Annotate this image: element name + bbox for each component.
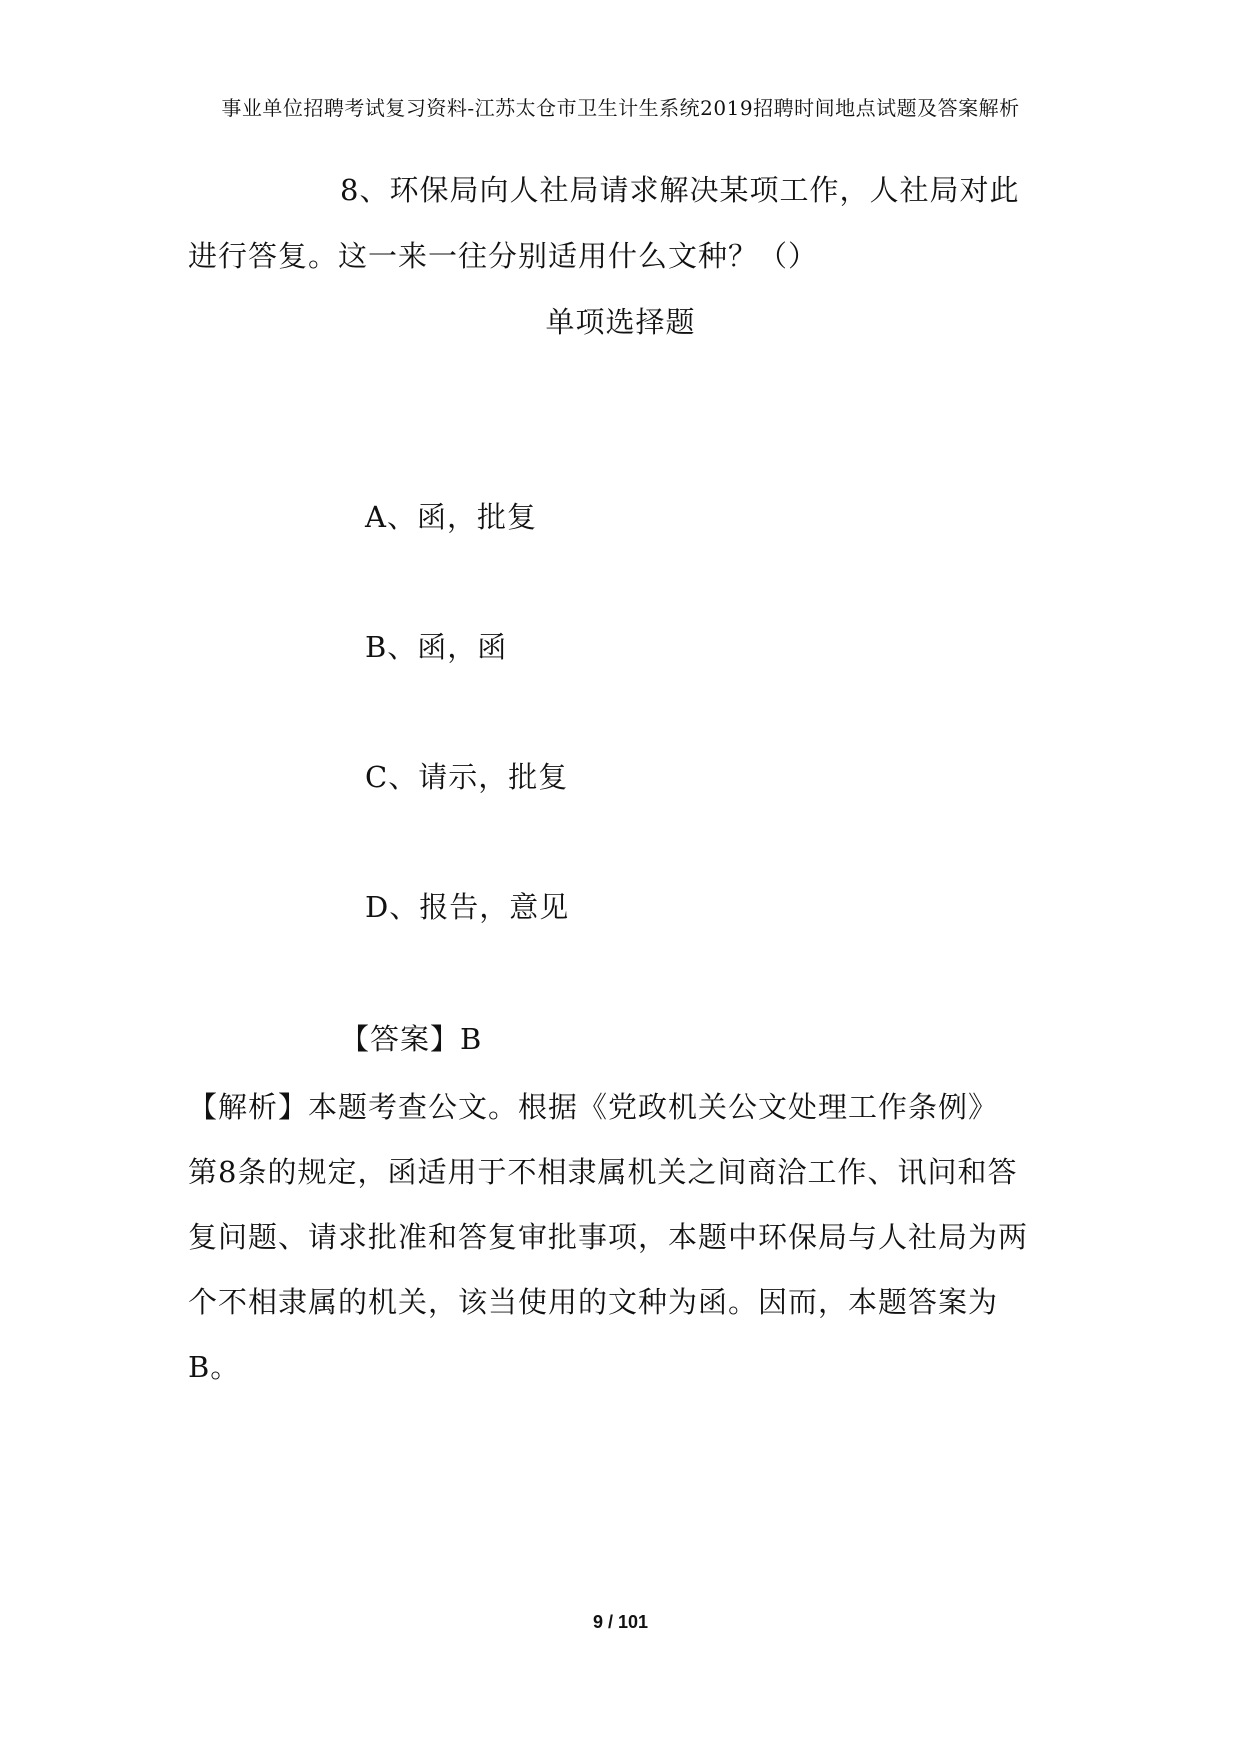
analysis-line: 第8条的规定，函适用于不相隶属机关之间商洽工作、讯问和答 [188,1155,1018,1189]
question-stem-line-1: 8、环保局向人社局请求解决某项工作，人社局对此 [340,173,1020,207]
answer-line: 【答案】B [340,1022,483,1056]
page-number: 9 / 101 [592,1612,649,1632]
question-stem-line-2: 进行答复。这一来一往分别适用什么文种？（） [188,239,819,273]
analysis-line: 【解析】本题考查公文。根据《党政机关公文处理工作条例》 [188,1090,999,1124]
option-c: C、请示，批复 [365,760,569,794]
analysis-line: 复问题、请求批准和答复审批事项，本题中环保局与人社局为两 [188,1220,1029,1254]
analysis-line: B。 [188,1350,241,1384]
document-header: 事业单位招聘考试复习资料-江苏太仓市卫生计生系统2019招聘时间地点试题及答案解析 [221,96,1020,120]
question-type: 单项选择题 [545,305,696,339]
option-d: D、报告，意见 [365,890,570,924]
option-b: B、函，函 [365,630,508,664]
option-a: A、函，批复 [365,500,537,534]
analysis-line: 个不相隶属的机关，该当使用的文种为函。因而，本题答案为 [188,1285,999,1319]
